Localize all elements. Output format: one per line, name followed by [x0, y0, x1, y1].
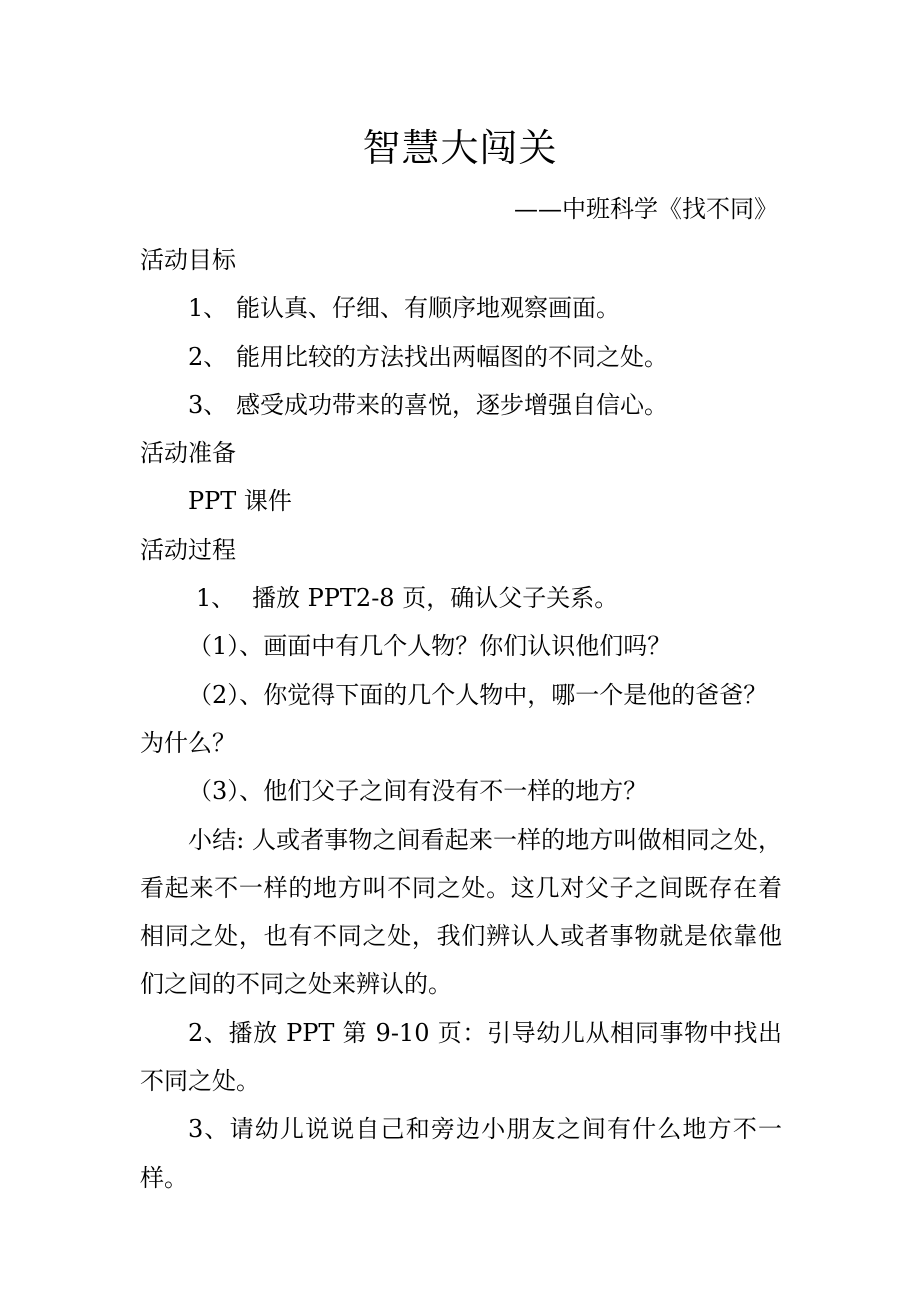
question-item: （1）、画面中有几个人物？你们认识他们吗？ [188, 632, 672, 661]
step-text: 播放 PPT2-8 页，确认父子关系。 [252, 584, 619, 613]
goal-text: 感受成功带来的喜悦，逐步增强自信心。 [236, 390, 668, 419]
prep-heading: 活动准备 [140, 439, 236, 468]
goals-heading: 活动目标 [140, 246, 236, 274]
prep-item: PPT 课件 [188, 487, 292, 516]
goal-item [140, 381, 782, 429]
document-subtitle: ——中班科学《找不同》 [514, 195, 778, 223]
question-item: （3）、他们父子之间有没有不一样的地方？ [188, 777, 648, 806]
process-step-2: 2、播放 PPT 第 9-10 页：引导幼儿从相同事物中找出不同之处。 [140, 1018, 782, 1096]
document-title: 智慧大闯关 [362, 126, 558, 170]
question-item: （2）、你觉得下面的几个人物中，哪一个是他的爸爸？为什么？ [140, 680, 768, 757]
goal-item [140, 284, 782, 332]
process-heading: 活动过程 [140, 535, 236, 564]
goal-number: 3、 [188, 390, 228, 419]
goal-number: 2、 [188, 342, 228, 371]
goal-item [140, 333, 782, 381]
process-step-1 [140, 574, 782, 622]
step-number: 1、 [196, 584, 236, 613]
summary-paragraph: 小结: 人或者事物之间看起来一样的地方叫做相同之处，看起来不一样的地方叫不同之处。这几对父子之间既存在着相同之处，也有不同之处，我们辨认人或者事物就是依靠他们之间的不同之处来辨认的。 [140, 825, 782, 999]
document-body [140, 236, 782, 1202]
goal-text: 能用比较的方法找出两幅图的不同之处。 [236, 342, 668, 371]
process-step-3: 3、请幼儿说说自己和旁边小朋友之间有什么地方不一样。 [140, 1115, 782, 1192]
goal-number: 1、 [188, 294, 228, 323]
goal-text: 能认真、仔细、有顺序地观察画面。 [236, 294, 620, 323]
